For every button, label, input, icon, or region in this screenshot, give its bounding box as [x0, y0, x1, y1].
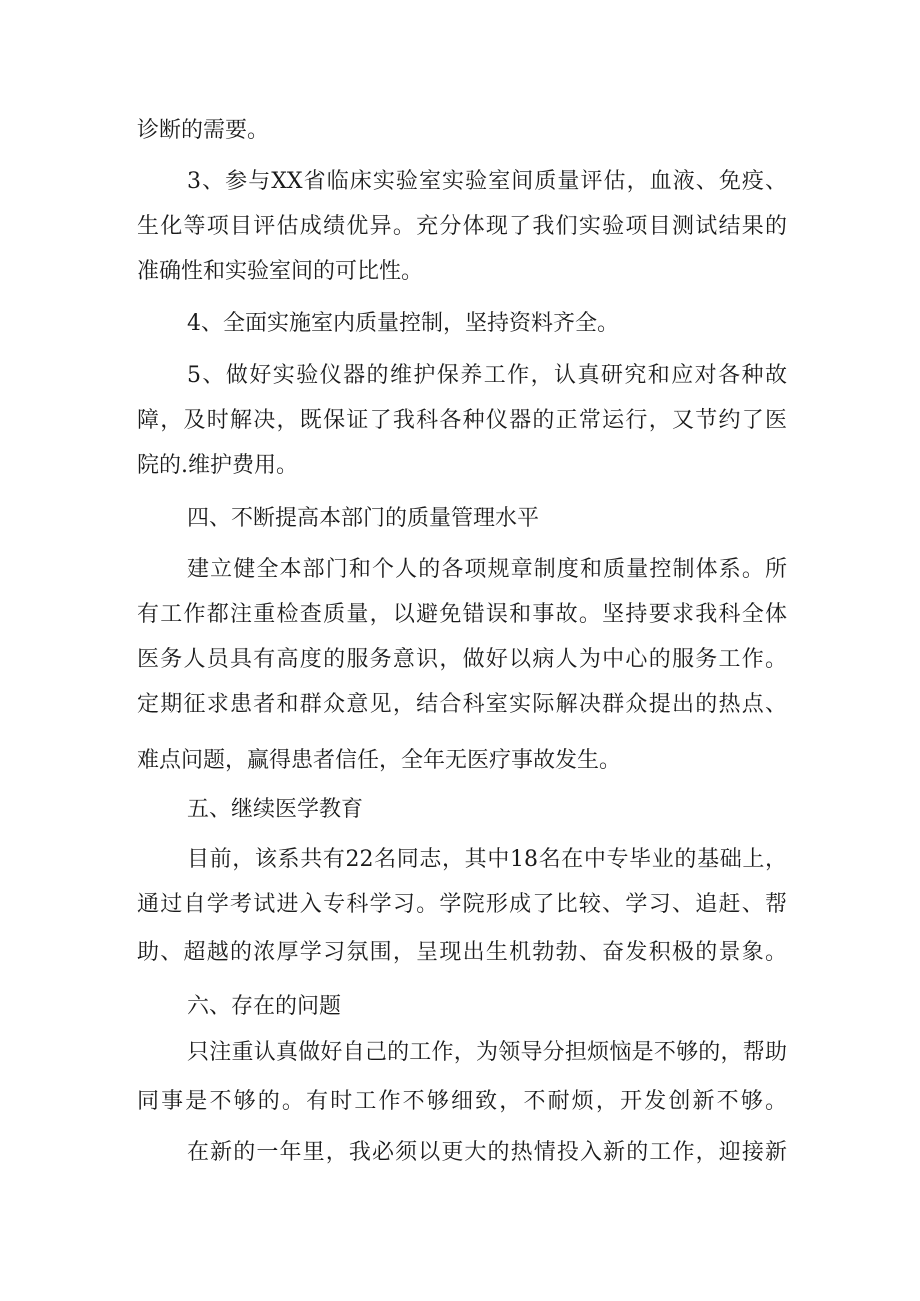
paragraph-line: 有工作都注重检查质量，以避免错误和事故。坚持要求我科全体 [137, 602, 787, 627]
paragraph-line: 只注重认真做好自己的工作，为领导分担烦恼是不够的，帮助 [187, 1040, 787, 1065]
paragraph-line: 障，及时解决，既保证了我科各种仪器的正常运行，又节约了医 [137, 408, 787, 433]
paragraph-line: 3、参与XX省临床实验室实验室间质量评估，血液、免疫、 [187, 169, 787, 194]
paragraph-line: 难点问题，赢得患者信任，全年无医疗事故发生。 [137, 748, 622, 773]
paragraph-line: 4、全面实施室内质量控制，坚持资料齐全。 [187, 311, 619, 336]
paragraph-line: 5、做好实验仪器的维护保养工作，认真研究和应对各种故 [187, 363, 787, 388]
section-heading: 四、不断提高本部门的质量管理水平 [187, 506, 540, 531]
section-heading: 五、继续医学教育 [187, 797, 364, 822]
paragraph-line: 通过自学考试进入专科学习。学院形成了比较、学习、追赶、帮 [137, 892, 787, 917]
section-heading: 六、存在的问题 [187, 994, 342, 1019]
paragraph-line: 助、超越的浓厚学习氛围，呈现出生机勃勃、奋发积极的景象。 [137, 940, 787, 965]
paragraph-line: 定期征求患者和群众意见，结合科室实际解决群众提出的热点、 [137, 692, 787, 717]
paragraph-line: 同事是不够的。有时工作不够细致，不耐烦，开发创新不够。 [137, 1089, 787, 1114]
paragraph-line: 准确性和实验室间的可比性。 [137, 259, 424, 284]
paragraph-line: 建立健全本部门和个人的各项规章制度和质量控制体系。所 [187, 557, 787, 582]
paragraph-line: 目前，该系共有22名同志，其中18名在中专毕业的基础上， [187, 847, 787, 872]
paragraph-line: 诊断的需要。 [137, 118, 270, 143]
paragraph-line: 医务人员具有高度的服务意识，做好以病人为中心的服务工作。 [137, 647, 787, 672]
paragraph-line: 在新的一年里，我必须以更大的热情投入新的工作，迎接新 [187, 1140, 787, 1165]
paragraph-line: 生化等项目评估成绩优异。充分体现了我们实验项目测试结果的 [137, 214, 787, 239]
paragraph-line: 院的.维护费用。 [137, 453, 298, 478]
